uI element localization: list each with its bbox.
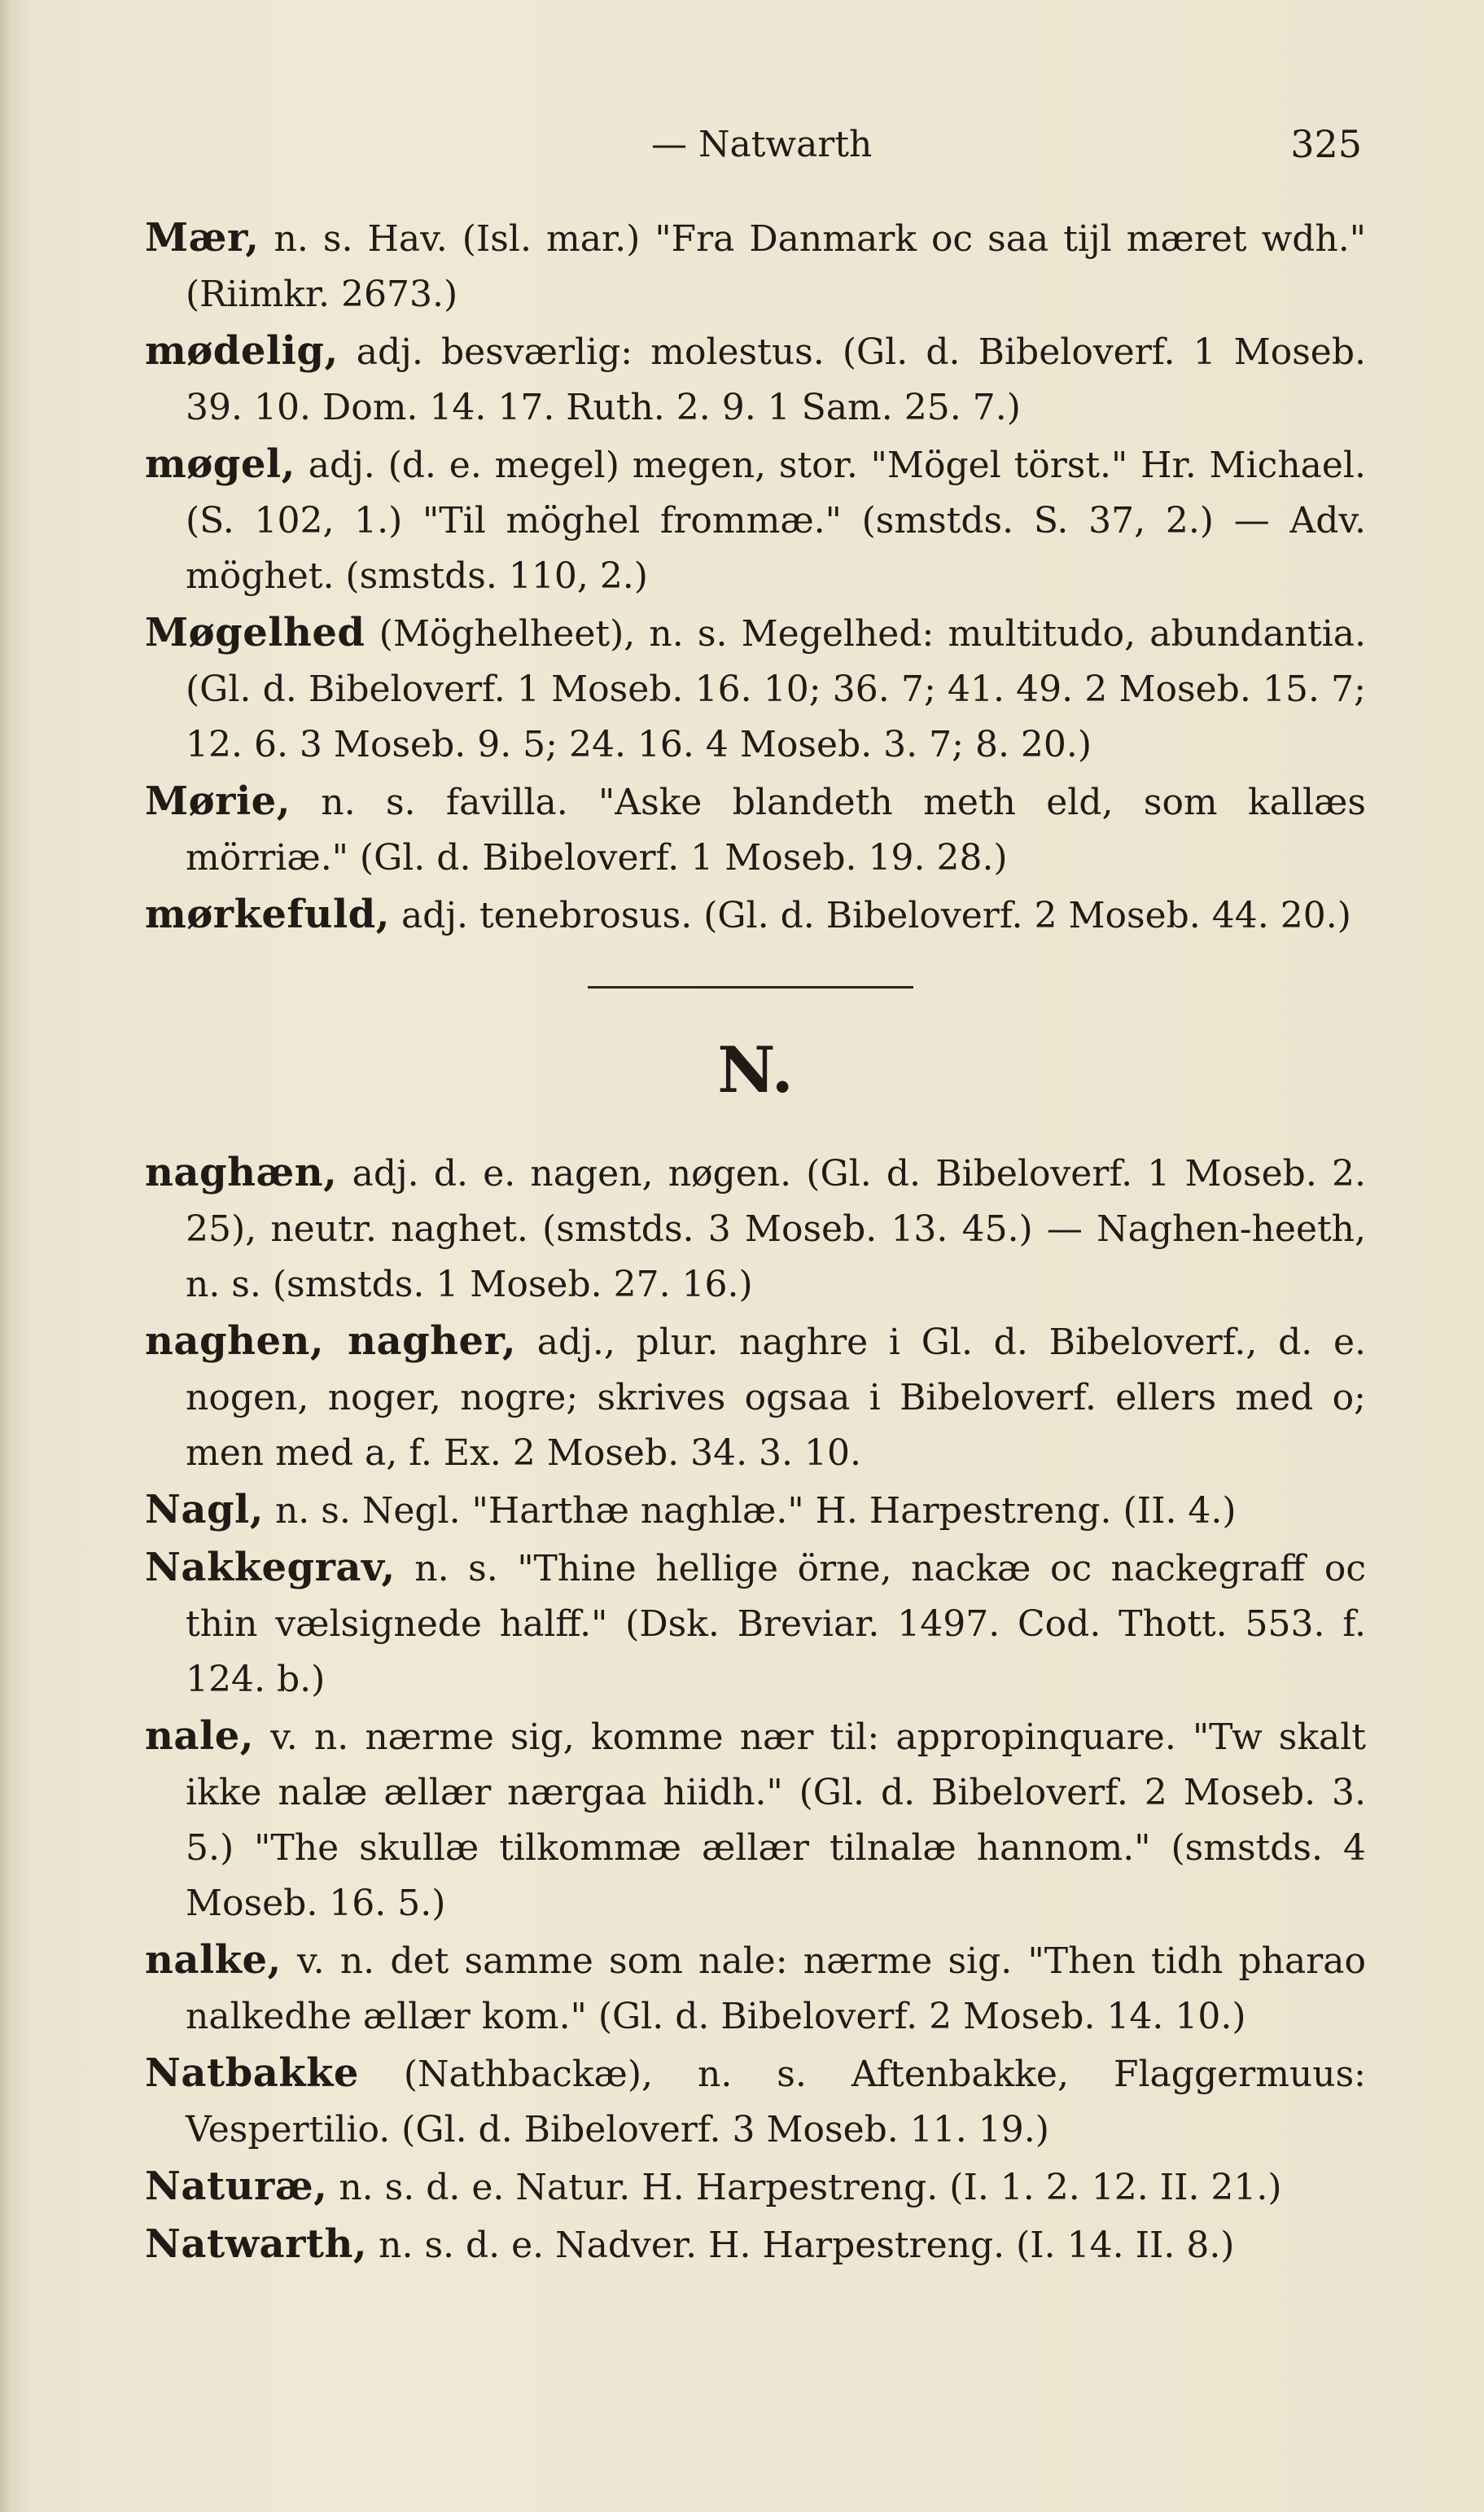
entry-headword: mørkefuld,: [145, 892, 390, 937]
entry-headword: naghæn,: [145, 1150, 338, 1195]
dictionary-entry: [145, 2159, 1366, 2216]
entry-definition: adj., plur. naghre i Gl. d. Bibeloverf., d. e. nogen, noger, nogre; skrives ogsaa i Bibeloverf. ellers med o; men med a, f. Ex. 2 Moseb. 34. 3. 10.: [186, 1322, 1367, 1474]
entry-definition: (Möghelheet), n. s. Megelhed: multitudo, abundantia. (Gl. d. Bibeloverf. 1 Moseb. 16. 10; 36. 7; 41. 49. 2 Moseb. 15. 7; 12. 6. 3 Moseb. 9. 5; 24. 16. 4 Moseb. 3. 7; 8. 20.): [186, 613, 1366, 765]
entry-definition: adj. d. e. nagen, nøgen. (Gl. d. Bibeloverf. 1 Moseb. 2. 25), neutr. naghet. (smstds. 3 Moseb. 13. 45.) — Naghen-heeth, n. s. (smstds. 1 Moseb. 27. 16.): [186, 1153, 1366, 1305]
section-letter: N.: [717, 1033, 794, 1107]
dictionary-entry: [145, 2216, 1366, 2273]
entry-definition: n. s. d. e. Natur. H. Harpestreng. (I. 1. 2. 12. II. 21.): [327, 2167, 1282, 2208]
entries-m-section: [145, 210, 1366, 944]
dictionary-entry: [145, 887, 1366, 944]
entry-definition: adj. (d. e. megel) megen, stor. "Mögel törst." Hr. Michael. (S. 102, 1.) "Til möghel frommæ." (smstds. S. 37, 2.) — Adv. möghet. (smstds. 110, 2.): [186, 445, 1366, 597]
entry-headword: Natbakke: [145, 2050, 359, 2096]
dictionary-entry: [145, 1708, 1366, 1931]
section-divider-rule: [588, 986, 913, 989]
entry-headword: mødelig,: [145, 328, 339, 374]
dictionary-entry: [145, 1313, 1366, 1481]
entry-definition: (Nathbackæ), n. s. Aftenbakke, Flaggermuus: Vespertilio. (Gl. d. Bibeloverf. 3 Moseb. 11. 19.): [186, 2054, 1366, 2150]
entry-headword: Naturæ,: [145, 2163, 328, 2209]
entry-headword: Natwarth,: [145, 2221, 368, 2267]
binding-edge: [0, 0, 11, 2512]
entry-definition: n. s. "Thine hellige örne, nackæ oc nackegraff oc thin vælsignede halff." (Dsk. Breviar. 1497. Cod. Thott. 553. f. 124. b.): [186, 1548, 1366, 1700]
entry-definition: n. s. d. e. Nadver. H. Harpestreng. (I. 14. II. 8.): [367, 2225, 1235, 2266]
dictionary-entry: [145, 605, 1366, 773]
entry-headword: Mær,: [145, 215, 260, 261]
entry-definition: n. s. Negl. "Harthæ naghlæ." H. Harpestreng. (II. 4.): [263, 1490, 1237, 1532]
page-number: 325: [1290, 122, 1362, 166]
dictionary-entry: [145, 774, 1366, 886]
dictionary-entry: [145, 1145, 1366, 1313]
dictionary-entry: [145, 210, 1366, 322]
dictionary-entry: [145, 2045, 1366, 2158]
dictionary-entry: [145, 1540, 1366, 1708]
dictionary-entry: [145, 436, 1366, 604]
entry-headword: møgel,: [145, 441, 295, 487]
running-title: — Natwarth: [651, 124, 873, 165]
entry-headword: Møgelhed: [145, 610, 366, 655]
dictionary-entry: [145, 323, 1366, 436]
entries-n-section: [145, 1145, 1366, 2273]
entry-headword: naghen, nagher,: [145, 1318, 517, 1364]
entry-headword: nale,: [145, 1713, 254, 1759]
dictionary-entry: [145, 1932, 1366, 2045]
entry-definition: adj. tenebrosus. (Gl. d. Bibeloverf. 2 Moseb. 44. 20.): [389, 895, 1351, 936]
entry-definition: v. n. det samme som nale: nærme sig. "Then tidh pharao nalkedhe ællær kom." (Gl. d. Bibeloverf. 2 Moseb. 14. 10.): [186, 1940, 1366, 2037]
dictionary-entries: [145, 210, 1366, 2274]
entry-definition: v. n. nærme sig, komme nær til: appropinquare. "Tw skalt ikke nalæ ællær nærgaa hiidh." (Gl. d. Bibeloverf. 2 Moseb. 3. 5.) "The skullæ tilkommæ ællær tilnalæ hannom." (smstds. 4 Moseb. 16. 5.): [186, 1716, 1366, 1924]
entry-headword: Nakkegrav,: [145, 1545, 396, 1590]
entry-definition: n. s. Hav. (Isl. mar.) "Fra Danmark oc saa tijl mæret wdh." (Riimkr. 2673.): [186, 218, 1366, 315]
entry-headword: Nagl,: [145, 1487, 264, 1532]
entry-definition: n. s. favilla. "Aske blandeth meth eld, som kallæs mörriæ." (Gl. d. Bibeloverf. 1 Moseb. 19. 28.): [186, 782, 1366, 879]
entry-definition: adj. besværlig: molestus. (Gl. d. Bibeloverf. 1 Moseb. 39. 10. Dom. 14. 17. Ruth. 2. 9. 1 Sam. 25. 7.): [186, 331, 1366, 428]
dictionary-entry: [145, 1482, 1366, 1539]
entry-headword: Mørie,: [145, 778, 291, 824]
entry-headword: nalke,: [145, 1937, 282, 1983]
